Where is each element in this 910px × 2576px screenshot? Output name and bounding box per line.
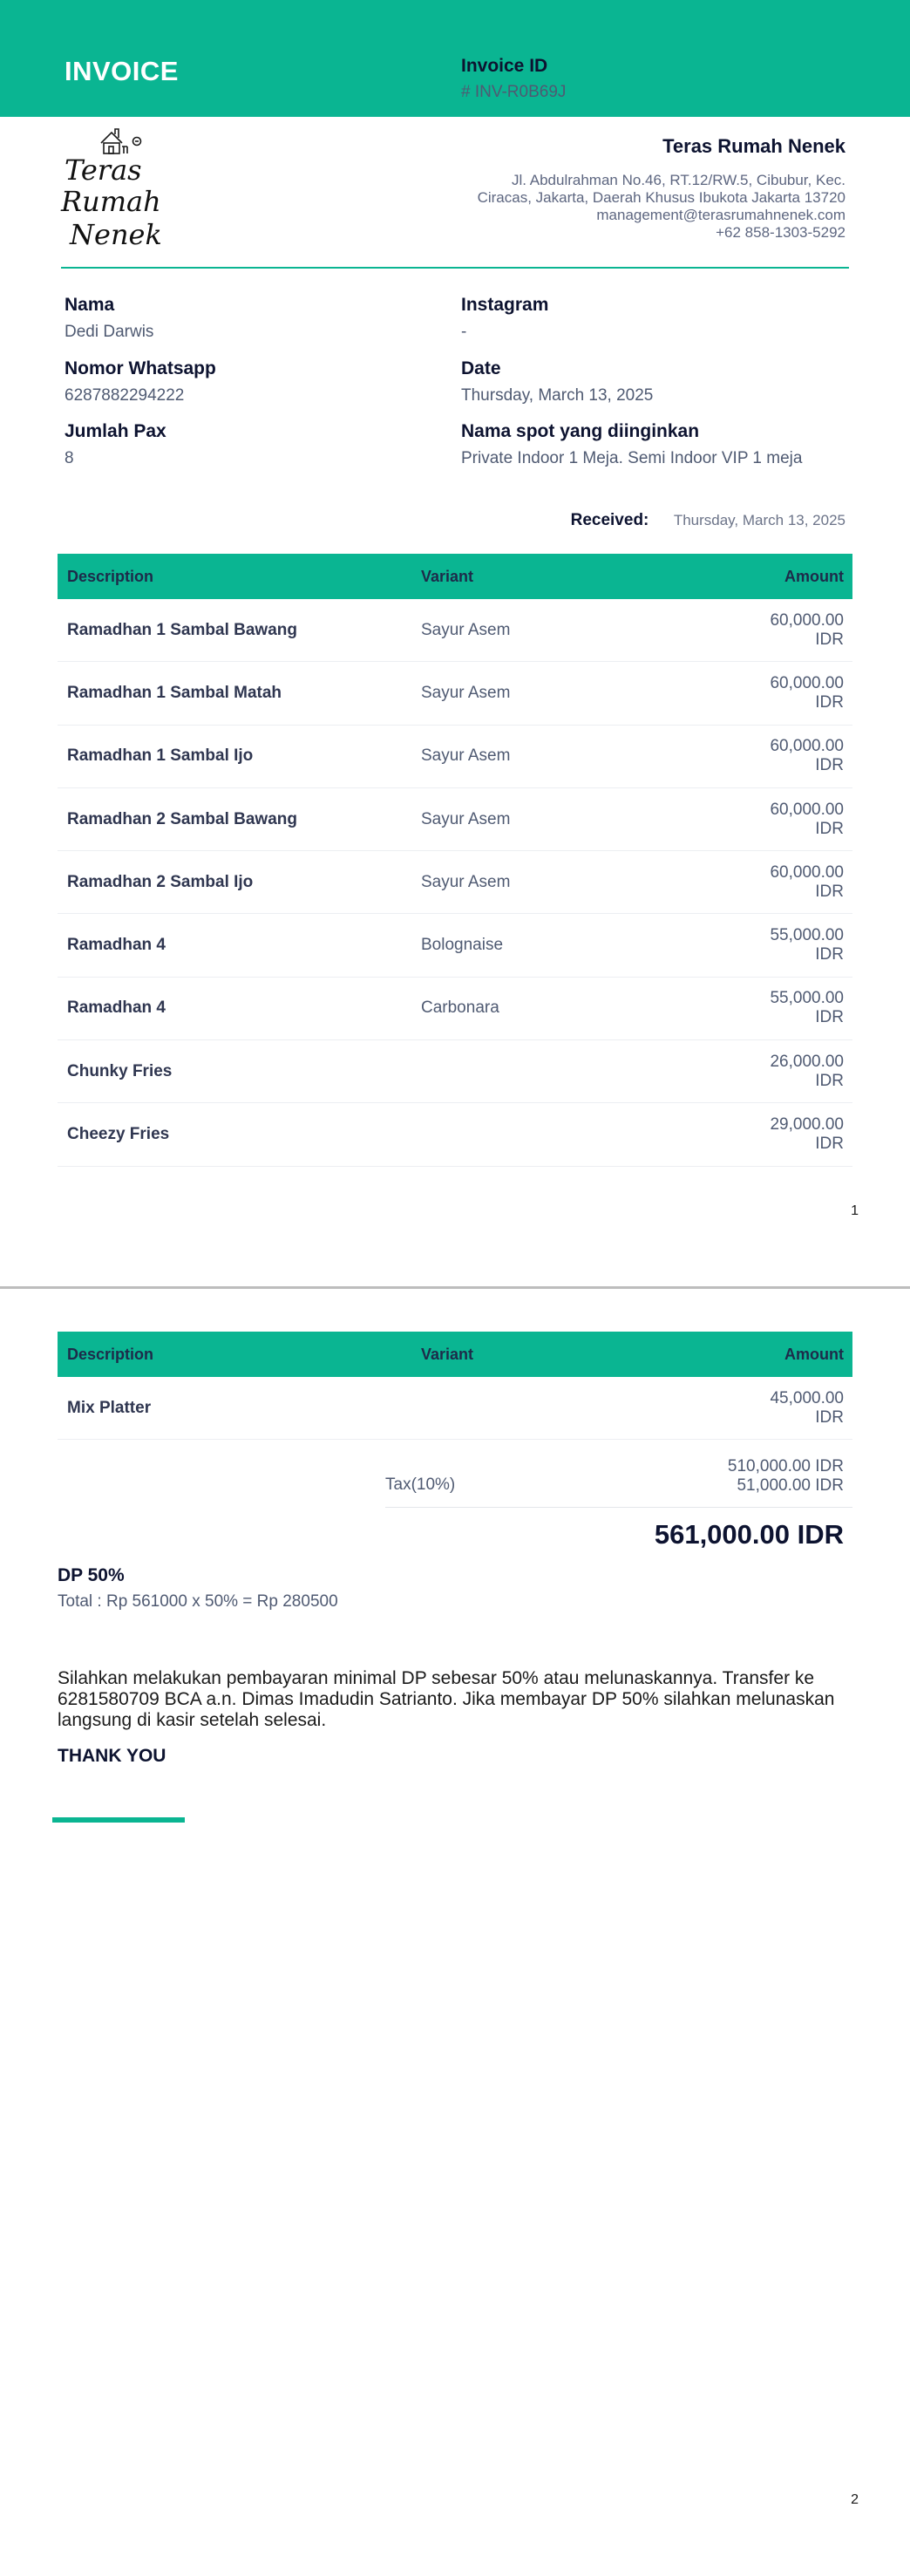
received-line (571, 511, 845, 530)
subtotal-value: 510,000.00 IDR (727, 1457, 844, 1475)
payment-note: Silahkan melakukan pembayaran minimal DP sebesar 50% atau melunaskannya. Transfer ke 6281580709 BCA a.n. Dimas Imadudin Satrianto. Jika membayar DP 50% silahkan melunaskan langsung di kasir setelah selesai. (58, 1668, 835, 1730)
item-amount: 29,000.00 IDR (770, 1115, 844, 1154)
item-amount: 60,000.00 IDR (770, 737, 844, 775)
totals-divider (385, 1507, 852, 1508)
table-row (58, 1040, 852, 1103)
whatsapp-label: Nomor Whatsapp (65, 358, 216, 378)
table-row (58, 1103, 852, 1166)
received-label: Received: (570, 511, 649, 529)
item-amount: 55,000.00 IDR (770, 989, 844, 1027)
company-email: management@terasrumahnenek.com (596, 207, 845, 223)
table-row (58, 851, 852, 914)
logo-text-line3: Nenek (70, 218, 162, 251)
company-name: Teras Rumah Nenek (662, 135, 845, 157)
page-number: 1 (851, 1203, 859, 1218)
company-phone: +62 858-1303-5292 (716, 224, 845, 241)
instagram-label: Instagram (461, 295, 549, 315)
spot-value: Private Indoor 1 Meja. Semi Indoor VIP 1 meja (461, 449, 803, 467)
table-header (58, 1332, 852, 1377)
table-row (58, 726, 852, 788)
item-description: Mix Platter (67, 1398, 152, 1417)
header-amount: Amount (784, 1345, 844, 1363)
house-icon (101, 129, 141, 153)
item-amount: 60,000.00 IDR (770, 800, 844, 838)
grand-total: 561,000.00 IDR (654, 1519, 844, 1550)
pax-value: 8 (65, 449, 74, 467)
header-divider (61, 267, 849, 269)
item-description: Ramadhan 1 Sambal Matah (67, 683, 282, 702)
info-whatsapp (65, 358, 216, 405)
dp-calculation: Total : Rp 561000 x 50% = Rp 280500 (58, 1592, 338, 1611)
header-description: Description (67, 1345, 154, 1363)
date-label: Date (461, 358, 501, 378)
item-variant: Bolognaise (421, 936, 504, 955)
item-description: Ramadhan 4 (67, 998, 166, 1018)
header-description: Description (67, 567, 154, 585)
page-number: 2 (851, 2492, 859, 2507)
spot-label: Nama spot yang diinginkan (461, 421, 700, 441)
header-variant: Variant (421, 1345, 474, 1363)
items-table-page2 (58, 1332, 852, 1440)
item-amount: 60,000.00 IDR (770, 673, 844, 712)
invoice-id-value: # INV-R0B69J (461, 83, 567, 101)
table-row (58, 1377, 852, 1440)
instagram-value: - (461, 323, 467, 341)
date-value: Thursday, March 13, 2025 (461, 386, 654, 405)
company-address-line1: Jl. Abdulrahman No.46, RT.12/RW.5, Cibubur, Kec. (511, 172, 845, 188)
invoice-title: INVOICE (65, 56, 179, 86)
item-variant: Sayur Asem (421, 620, 511, 639)
items-table-page1 (58, 554, 852, 1167)
company-info (478, 135, 845, 242)
thank-you: THANK YOU (58, 1746, 166, 1766)
table-row (58, 978, 852, 1040)
item-description: Ramadhan 1 Sambal Bawang (67, 620, 297, 639)
table-row (58, 599, 852, 662)
item-description: Cheezy Fries (67, 1125, 170, 1144)
accent-bar (52, 1817, 185, 1823)
item-variant: Sayur Asem (421, 746, 511, 766)
pax-label: Jumlah Pax (65, 421, 166, 441)
info-pax (65, 421, 166, 468)
table-row (58, 788, 852, 851)
info-instagram (461, 295, 548, 342)
whatsapp-value: 6287882294222 (65, 386, 185, 405)
invoice-page-1 (0, 0, 910, 1286)
info-spot (461, 421, 802, 468)
table-header (58, 554, 852, 599)
item-amount: 60,000.00 IDR (770, 862, 844, 901)
info-date (461, 358, 653, 405)
dp-title: DP 50% (58, 1565, 125, 1585)
header-band (0, 0, 910, 117)
logo-text-line1: Teras (65, 153, 142, 187)
item-description: Ramadhan 2 Sambal Ijo (67, 872, 254, 891)
item-variant: Sayur Asem (421, 872, 511, 891)
item-description: Ramadhan 2 Sambal Bawang (67, 809, 297, 828)
item-description: Chunky Fries (67, 1061, 173, 1080)
company-address-line2: Ciracas, Jakarta, Daerah Khusus Ibukota Jakarta 13720 (477, 189, 845, 206)
received-date: Thursday, March 13, 2025 (673, 512, 845, 528)
tax-value: 51,000.00 IDR (737, 1476, 844, 1495)
company-logo (58, 120, 171, 253)
item-amount: 60,000.00 IDR (770, 610, 844, 649)
item-amount: 45,000.00 IDR (770, 1388, 844, 1427)
table-body (58, 599, 852, 1167)
item-variant: Carbonara (421, 998, 499, 1018)
nama-value: Dedi Darwis (65, 323, 154, 341)
table-row (58, 914, 852, 977)
invoice-id-label: Invoice ID (461, 56, 548, 76)
nama-label: Nama (65, 295, 115, 315)
item-description: Ramadhan 1 Sambal Ijo (67, 746, 254, 766)
item-amount: 55,000.00 IDR (770, 926, 844, 964)
info-nama (65, 295, 153, 342)
item-variant: Sayur Asem (421, 683, 511, 702)
item-variant: Sayur Asem (421, 809, 511, 828)
table-body (58, 1377, 852, 1440)
header-amount: Amount (784, 567, 844, 585)
item-amount: 26,000.00 IDR (770, 1052, 844, 1090)
totals-values (728, 1457, 844, 1496)
header-variant: Variant (421, 567, 474, 585)
tax-label: Tax(10%) (385, 1475, 456, 1494)
item-description: Ramadhan 4 (67, 936, 166, 955)
table-row (58, 662, 852, 725)
logo-text-line2: Rumah (61, 185, 161, 218)
